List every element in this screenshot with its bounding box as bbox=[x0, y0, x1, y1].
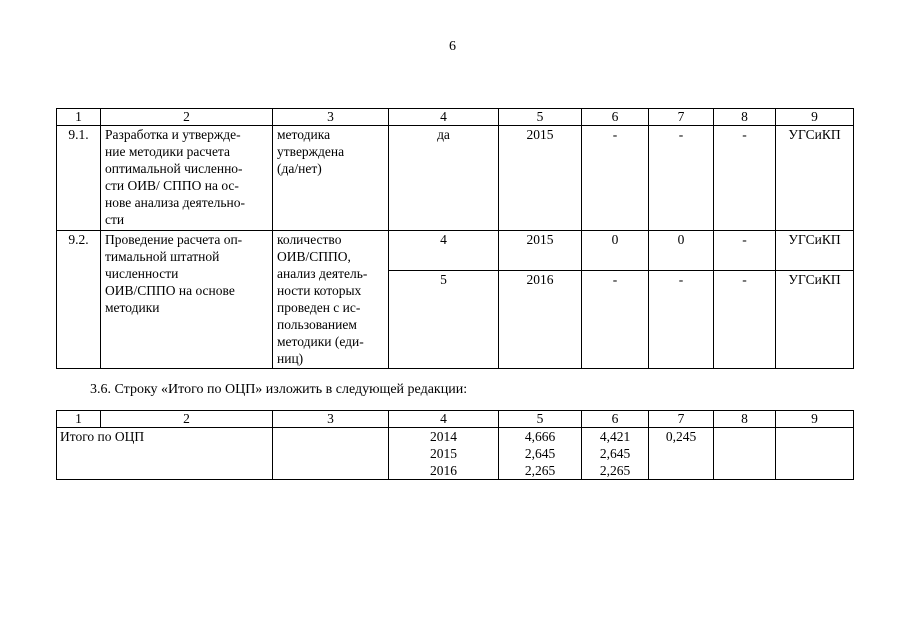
text-line: сти ОИВ/ СППО на ос- bbox=[105, 178, 239, 193]
text-line: численности bbox=[105, 266, 179, 281]
amount-line: 2,265 bbox=[524, 463, 556, 478]
header-cell: 5 bbox=[499, 109, 582, 126]
responsible-cell: УГСиКП bbox=[776, 271, 854, 369]
activity-cell bbox=[101, 231, 273, 369]
text-line: тимальной штатной bbox=[105, 249, 220, 264]
header-cell: 7 bbox=[649, 411, 714, 428]
amount-line: 2,645 bbox=[599, 446, 631, 461]
year-line: 2014 bbox=[430, 429, 457, 444]
header-cell: 7 bbox=[649, 109, 714, 126]
value-cell: 0 bbox=[649, 231, 714, 271]
header-cell: 8 bbox=[714, 411, 776, 428]
header-cell: 3 bbox=[273, 411, 389, 428]
value-cell: - bbox=[714, 231, 776, 271]
total-row bbox=[57, 428, 854, 480]
year-cell: 2015 bbox=[499, 231, 582, 271]
year-cell: 2015 bbox=[499, 126, 582, 231]
year-line: 2015 bbox=[430, 446, 457, 461]
responsible-cell: УГСиКП bbox=[776, 126, 854, 231]
value-cell: - bbox=[649, 271, 714, 369]
header-cell: 1 bbox=[57, 411, 101, 428]
header-cell: 4 bbox=[389, 109, 499, 126]
text-line: нове анализа деятельно- bbox=[105, 195, 245, 210]
header-cell: 8 bbox=[714, 109, 776, 126]
text-line: ниц) bbox=[277, 351, 304, 366]
amount-line: 2,645 bbox=[524, 446, 556, 461]
value-cell: - bbox=[582, 126, 649, 231]
years-cell bbox=[389, 428, 499, 480]
text-line: пользованием bbox=[277, 317, 357, 332]
total-table bbox=[56, 410, 854, 480]
header-cell: 9 bbox=[776, 109, 854, 126]
header-cell: 6 bbox=[582, 109, 649, 126]
value-cell: - bbox=[714, 271, 776, 369]
value-cell: 4 bbox=[389, 231, 499, 271]
indicator-cell bbox=[273, 126, 389, 231]
year-cell: 2016 bbox=[499, 271, 582, 369]
header-cell: 2 bbox=[101, 109, 273, 126]
text-line: утверждена bbox=[277, 144, 345, 159]
program-table bbox=[56, 108, 854, 369]
amount-line: 4,421 bbox=[599, 429, 631, 444]
table-header-row bbox=[57, 109, 854, 126]
amount-cell: 0,245 bbox=[649, 428, 714, 480]
text-line: ОИВ/СППО на основе bbox=[105, 283, 235, 298]
header-cell: 6 bbox=[582, 411, 649, 428]
activity-cell bbox=[101, 126, 273, 231]
amendment-instruction: 3.6. Строку «Итого по ОЦП» изложить в следующей редакции: bbox=[90, 382, 468, 397]
value-cell: да bbox=[389, 126, 499, 231]
header-cell: 9 bbox=[776, 411, 854, 428]
text-line: Разработка и утвержде- bbox=[105, 127, 241, 142]
empty-cell bbox=[273, 428, 389, 480]
text-line: проведен с ис- bbox=[277, 300, 361, 315]
text-line: ности которых bbox=[277, 283, 362, 298]
table-row bbox=[57, 231, 854, 271]
text-line: анализ деятель- bbox=[277, 266, 368, 281]
header-cell: 3 bbox=[273, 109, 389, 126]
table-header-row bbox=[57, 411, 854, 428]
row-number: 9.1. bbox=[57, 126, 101, 231]
value-cell: - bbox=[649, 126, 714, 231]
total-label: Итого по ОЦП bbox=[57, 428, 273, 480]
text-line: количество bbox=[277, 232, 342, 247]
text-line: методики bbox=[105, 300, 160, 315]
table-row bbox=[57, 126, 854, 231]
value-cell: - bbox=[582, 271, 649, 369]
value-cell: - bbox=[714, 126, 776, 231]
amount-line: 4,666 bbox=[524, 429, 556, 444]
text-line: оптимальной численно- bbox=[105, 161, 243, 176]
indicator-cell bbox=[273, 231, 389, 369]
text-line: (да/нет) bbox=[277, 161, 322, 176]
header-cell: 1 bbox=[57, 109, 101, 126]
responsible-cell: УГСиКП bbox=[776, 231, 854, 271]
empty-cell bbox=[714, 428, 776, 480]
year-line: 2016 bbox=[430, 463, 457, 478]
text-line: сти bbox=[105, 212, 125, 227]
text-line: Проведение расчета оп- bbox=[105, 232, 243, 247]
row-number: 9.2. bbox=[57, 231, 101, 369]
empty-cell bbox=[776, 428, 854, 480]
text-line: ОИВ/СППО, bbox=[277, 249, 351, 264]
header-cell: 5 bbox=[499, 411, 582, 428]
text-line: методики (еди- bbox=[277, 334, 364, 349]
amount-cell bbox=[499, 428, 582, 480]
value-cell: 0 bbox=[582, 231, 649, 271]
text-line: методика bbox=[277, 127, 331, 142]
page-number: 6 bbox=[449, 39, 456, 54]
header-cell: 4 bbox=[389, 411, 499, 428]
header-cell: 2 bbox=[101, 411, 273, 428]
amount-line: 2,265 bbox=[599, 463, 631, 478]
value-cell: 5 bbox=[389, 271, 499, 369]
amount-cell bbox=[582, 428, 649, 480]
text-line: ние методики расчета bbox=[105, 144, 230, 159]
